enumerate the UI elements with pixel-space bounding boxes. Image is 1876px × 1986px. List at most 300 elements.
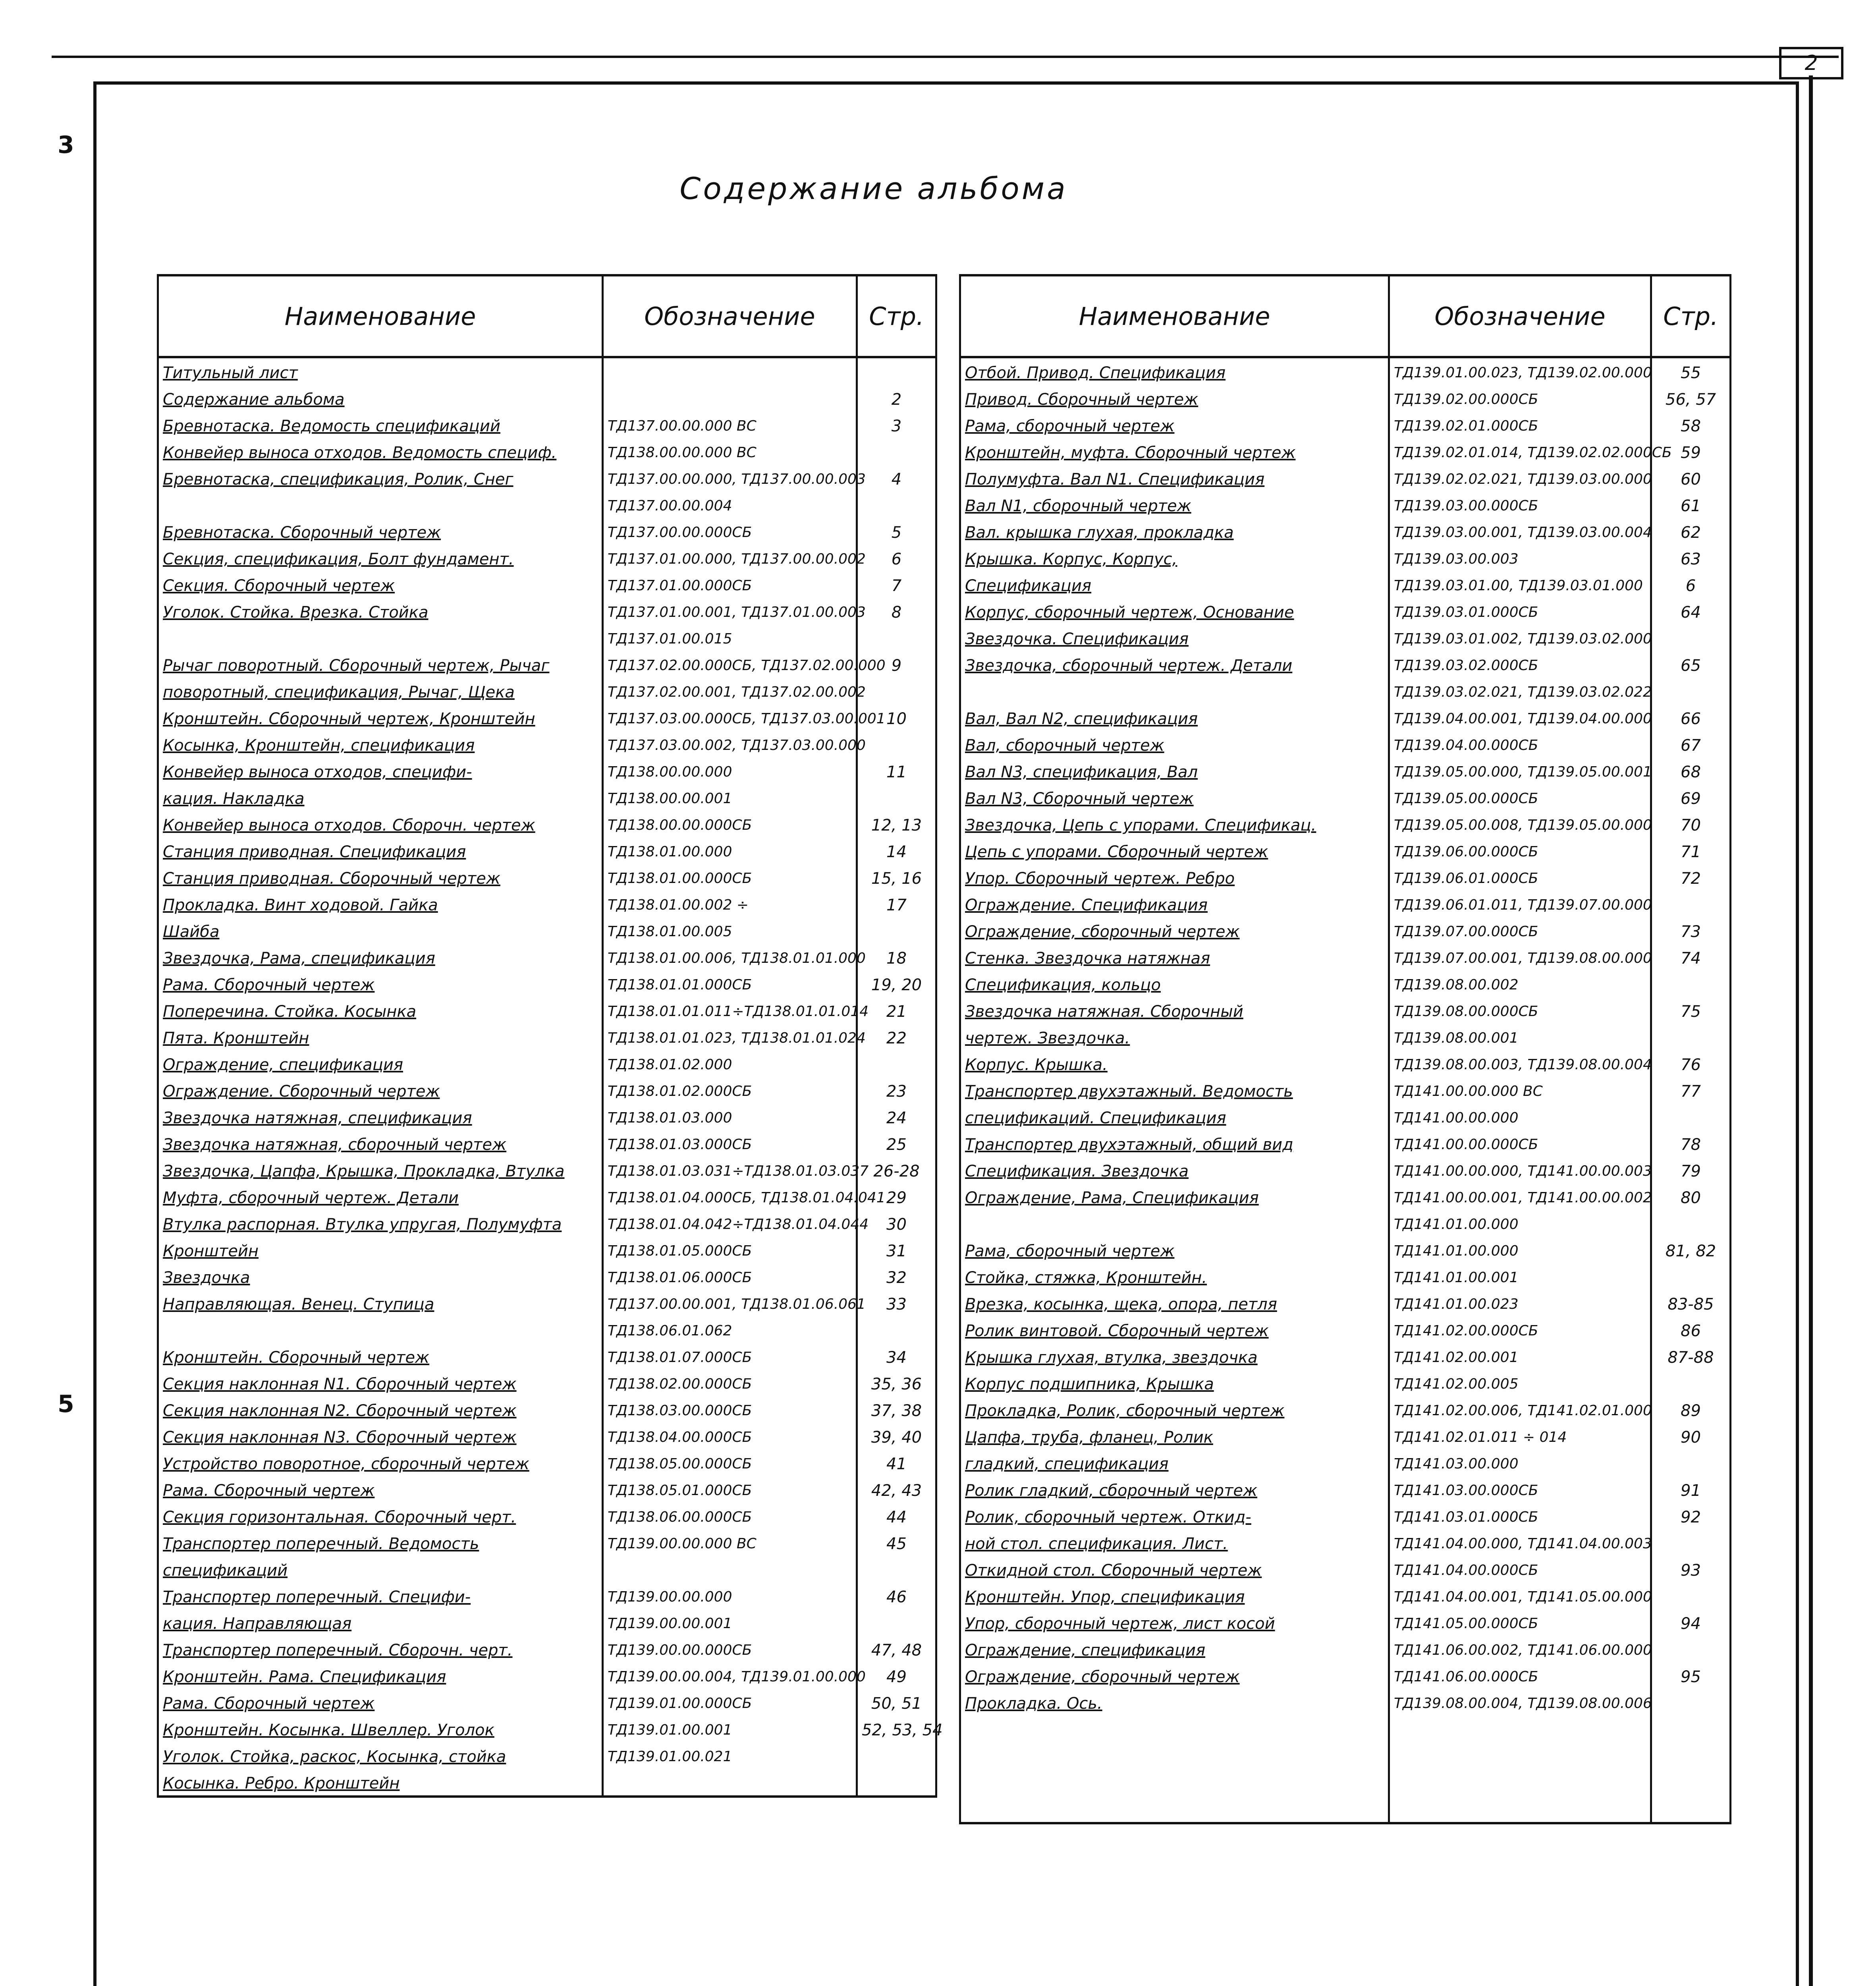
table-row [960,518,1731,545]
table-row [960,571,1731,598]
table-row [960,1210,1731,1236]
table-row [960,598,1731,624]
cell-page: 77 [1651,1077,1731,1103]
cell-page [857,624,936,651]
cell-page: 35, 36 [857,1370,936,1396]
table-row [158,944,936,970]
cell-code: ТД138.01.05.000СБ [603,1236,857,1263]
cell-code: ТД139.03.01.002, ТД139.03.02.000 [1389,624,1651,651]
cell-page: 21 [857,997,936,1024]
table-row [158,891,936,917]
cell-name: Направляющая. Венец. Ступица [158,1290,603,1316]
cell-name: Вал N3, спецификация, Вал [960,757,1389,784]
cell-code [603,357,857,385]
cell-name: Транспортер двухэтажный, общий вид [960,1130,1389,1157]
cell-page: 15, 16 [857,864,936,891]
cell-code: ТД137.01.00.015 [603,624,857,651]
cell-page: 50, 51 [857,1689,936,1716]
table-row [960,651,1731,678]
cell-page: 87-88 [1651,1343,1731,1370]
table-row [960,704,1731,731]
cell-page: 58 [1651,411,1731,438]
cell-name: Кронштейн [158,1236,603,1263]
cell-name: Прокладка. Ось. [960,1689,1389,1716]
cell-name: ной стол. спецификация. Лист. [960,1529,1389,1556]
cell-code: ТД139.03.01.000СБ [1389,598,1651,624]
cell-name: Цепь с упорами. Сборочный чертеж [960,837,1389,864]
cell-page: 42, 43 [857,1476,936,1503]
cell-code: ТД138.04.00.000СБ [603,1423,857,1449]
cell-code: ТД139.01.00.000СБ [603,1689,857,1716]
cell-name: Ограждение, спецификация [960,1636,1389,1662]
cell-name: Транспортер поперечный. Сборочн. черт. [158,1636,603,1662]
table-row [158,1636,936,1662]
cell-code [1389,1795,1651,1823]
cell-code: ТД138.01.00.000СБ [603,864,857,891]
cell-code [603,385,857,411]
cell-code: ТД141.00.00.000 [1389,1103,1651,1130]
cell-name: Ограждение, Рама, Спецификация [960,1183,1389,1210]
table-row [158,571,936,598]
cell-code: ТД139.00.00.000 [603,1582,857,1609]
cell-page [1651,1636,1731,1662]
cell-page: 46 [857,1582,936,1609]
table-row [158,864,936,891]
cell-page: 18 [857,944,936,970]
cell-name: поворотный, спецификация, Рычаг, Щека [158,678,603,704]
table-row [158,465,936,491]
cell-code: ТД141.04.00.000, ТД141.04.00.003 [1389,1529,1651,1556]
cell-code: ТД138.01.02.000 [603,1050,857,1077]
cell-code: ТД138.01.03.000 [603,1103,857,1130]
contents-table-left [157,274,943,1798]
cell-name: Полумуфта. Вал N1. Спецификация [960,465,1389,491]
cell-name: Рычаг поворотный. Сборочный чертеж, Рычаг [158,651,603,678]
cell-page: 2 [857,385,936,411]
cell-code: ТД139.08.00.000СБ [1389,997,1651,1024]
cell-code: ТД137.00.00.000, ТД137.00.00.003 [603,465,857,491]
cell-code: ТД139.02.00.000СБ [1389,385,1651,411]
cell-name: Конвейер выноса отходов. Сборочн. чертеж [158,811,603,837]
cell-code: ТД139.03.00.003 [1389,545,1651,571]
cell-code: ТД141.01.00.001 [1389,1263,1651,1290]
table-row [960,811,1731,837]
cell-name: Откидной стол. Сборочный чертеж [960,1556,1389,1582]
cell-name: Кронштейн, муфта. Сборочный чертеж [960,438,1389,465]
cell-code: ТД137.00.00.000СБ [603,518,857,545]
table-row [158,1503,936,1529]
cell-page [857,1050,936,1077]
header-name: Наименование [158,275,603,357]
cell-name: Ограждение, сборочный чертеж [960,1662,1389,1689]
table-row [158,1024,936,1050]
cell-page: 95 [1651,1662,1731,1689]
cell-name: Содержание альбома [158,385,603,411]
table-row [158,1263,936,1290]
cell-code: ТД139.08.00.003, ТД139.08.00.004 [1389,1050,1651,1077]
cell-code: ТД138.01.04.042÷ТД138.01.04.044 [603,1210,857,1236]
table-row [960,1689,1731,1716]
table-row [158,1236,936,1263]
cell-name [158,624,603,651]
cell-code: ТД138.00.00.000 ВС [603,438,857,465]
cell-name [960,1716,1389,1742]
cell-page: 90 [1651,1423,1731,1449]
cell-code: ТД139.00.00.004, ТД139.01.00.000 [603,1662,857,1689]
table-row [960,1290,1731,1316]
cell-page: 47, 48 [857,1636,936,1662]
cell-code: ТД141.04.00.001, ТД141.05.00.000 [1389,1582,1651,1609]
cell-page: 5 [857,518,936,545]
cell-name: Ограждение, спецификация [158,1050,603,1077]
table-row [158,1476,936,1503]
cell-name: Кронштейн. Рама. Спецификация [158,1662,603,1689]
cell-name: Секция горизонтальная. Сборочный черт. [158,1503,603,1529]
cell-name: Врезка, косынка, щека, опора, петля [960,1290,1389,1316]
cell-page: 83-85 [1651,1290,1731,1316]
cell-name: Ограждение. Сборочный чертеж [158,1077,603,1103]
table-row [158,1370,936,1396]
cell-code: ТД139.08.00.001 [1389,1024,1651,1050]
cell-page: 10 [857,704,936,731]
cell-page: 62 [1651,518,1731,545]
cell-page: 66 [1651,704,1731,731]
cell-name: Корпус, сборочный чертеж, Основание [960,598,1389,624]
cell-name: Прокладка. Винт ходовой. Гайка [158,891,603,917]
table-row [960,1503,1731,1529]
table-row [158,837,936,864]
cell-code: ТД137.03.00.002, ТД137.03.00.000 [603,731,857,757]
cell-page: 23 [857,1077,936,1103]
cell-code: ТД141.02.00.006, ТД141.02.01.000 [1389,1396,1651,1423]
cell-page [857,1609,936,1636]
cell-page: 72 [1651,864,1731,891]
table-row [158,1609,936,1636]
table-row [158,385,936,411]
cell-page: 63 [1651,545,1731,571]
cell-page [857,1742,936,1769]
cell-code: ТД141.01.00.000 [1389,1210,1651,1236]
table-row [158,1396,936,1423]
cell-name: Вал. крышка глухая, прокладка [960,518,1389,545]
cell-code: ТД139.01.00.001 [603,1716,857,1742]
table-row [158,1529,936,1556]
table-row [158,518,936,545]
cell-name: Звездочка, сборочный чертеж. Детали [960,651,1389,678]
cell-name: Привод. Сборочный чертеж [960,385,1389,411]
cell-page [857,1316,936,1343]
table-row [960,1316,1731,1343]
cell-code: ТД138.05.01.000СБ [603,1476,857,1503]
cell-page: 76 [1651,1050,1731,1077]
cell-code: ТД138.01.01.023, ТД138.01.01.024 [603,1024,857,1050]
header-designation: Обозначение [603,275,857,357]
cell-code: ТД138.01.00.005 [603,917,857,944]
cell-page [857,491,936,518]
table-row [960,1024,1731,1050]
cell-page: 60 [1651,465,1731,491]
cell-name: Секция наклонная N2. Сборочный чертеж [158,1396,603,1423]
cell-name: Уголок. Стойка. Врезка. Стойка [158,598,603,624]
frame-top-line [52,56,1839,58]
margin-mark: 5 [58,1390,74,1418]
cell-page [1651,1024,1731,1050]
cell-name: Спецификация, кольцо [960,970,1389,997]
cell-page: 92 [1651,1503,1731,1529]
sheet-number-box: 2 [1779,47,1843,79]
cell-name: Вал N1, сборочный чертеж [960,491,1389,518]
cell-page [857,784,936,811]
table-row [158,917,936,944]
cell-code: ТД141.00.00.000 ВС [1389,1077,1651,1103]
cell-code: ТД138.00.00.000СБ [603,811,857,837]
table-row [158,997,936,1024]
table-row [158,1582,936,1609]
cell-name: Титульный лист [158,357,603,385]
cell-code: ТД139.03.02.021, ТД139.03.02.022 [1389,678,1651,704]
cell-page: 39, 40 [857,1423,936,1449]
table-row [960,1370,1731,1396]
table-row [158,1290,936,1316]
cell-page: 31 [857,1236,936,1263]
table-row [960,357,1731,385]
cell-page [1651,1529,1731,1556]
table-row [158,970,936,997]
cell-page: 6 [857,545,936,571]
cell-code: ТД139.02.02.021, ТД139.03.00.000 [1389,465,1651,491]
cell-name: Ролик винтовой. Сборочный чертеж [960,1316,1389,1343]
cell-code: ТД138.02.00.000СБ [603,1370,857,1396]
cell-name: Стойка, стяжка, Кронштейн. [960,1263,1389,1290]
cell-page: 41 [857,1449,936,1476]
cell-code: ТД138.06.00.000СБ [603,1503,857,1529]
table-row [158,757,936,784]
table-row [158,1662,936,1689]
table-row [158,1316,936,1343]
cell-code: ТД138.00.00.001 [603,784,857,811]
cell-page: 24 [857,1103,936,1130]
table-row [960,624,1731,651]
table-row [960,1423,1731,1449]
frame-right-edge [1809,75,1813,1986]
cell-page: 61 [1651,491,1731,518]
table-row [158,438,936,465]
cell-code: ТД141.03.01.000СБ [1389,1503,1651,1529]
contents-table-right [959,274,1731,1824]
table-row [960,864,1731,891]
table-row [158,1689,936,1716]
cell-code: ТД139.08.00.004, ТД139.08.00.006 [1389,1689,1651,1716]
cell-name: Уголок. Стойка, раскос, Косынка, стойка [158,1742,603,1769]
cell-code: ТД141.02.00.005 [1389,1370,1651,1396]
table-row [960,411,1731,438]
cell-name: Секция наклонная N3. Сборочный чертеж [158,1423,603,1449]
table-row [960,731,1731,757]
cell-name: Спецификация [960,571,1389,598]
table-row [158,1157,936,1183]
cell-page: 32 [857,1263,936,1290]
cell-name: Рама, сборочный чертеж [960,1236,1389,1263]
table-row [960,1236,1731,1263]
table-row [960,1742,1731,1769]
cell-name: Транспортер поперечный. Специфи- [158,1582,603,1609]
cell-name: Звездочка натяжная, спецификация [158,1103,603,1130]
table-row [158,651,936,678]
cell-code: ТД138.01.06.000СБ [603,1263,857,1290]
table-row [158,1769,936,1797]
cell-code: ТД137.00.00.001, ТД138.01.06.061 [603,1290,857,1316]
cell-code: ТД139.06.00.000СБ [1389,837,1651,864]
cell-page: 8 [857,598,936,624]
cell-code: ТД137.03.00.000СБ, ТД137.03.00.001 [603,704,857,731]
table-row [960,1050,1731,1077]
table-row [158,1343,936,1370]
cell-page: 44 [857,1503,936,1529]
cell-code: ТД139.04.00.001, ТД139.04.00.000 [1389,704,1651,731]
table-row [158,678,936,704]
cell-code [603,1556,857,1582]
cell-code: ТД139.01.00.023, ТД139.02.00.000 [1389,357,1651,385]
cell-name: Транспортер двухэтажный. Ведомость [960,1077,1389,1103]
cell-name: гладкий, спецификация [960,1449,1389,1476]
cell-page [1651,891,1731,917]
cell-code: ТД141.04.00.000СБ [1389,1556,1651,1582]
cell-page: 64 [1651,598,1731,624]
table-row [158,784,936,811]
cell-name [960,1742,1389,1769]
cell-name: Рама. Сборочный чертеж [158,970,603,997]
cell-page [1651,1689,1731,1716]
cell-code: ТД138.01.00.002 ÷ [603,891,857,917]
cell-code: ТД141.03.00.000СБ [1389,1476,1651,1503]
table-row [960,1795,1731,1823]
cell-name: Ограждение, сборочный чертеж [960,917,1389,944]
table-row [158,1210,936,1236]
cell-page [857,1556,936,1582]
page-title: Содержание альбома [679,171,1068,206]
cell-name: Крышка глухая, втулка, звездочка [960,1343,1389,1370]
cell-page: 6 [1651,571,1731,598]
cell-page: 78 [1651,1130,1731,1157]
cell-page [1651,970,1731,997]
cell-name: кация. Накладка [158,784,603,811]
cell-name: Станция приводная. Сборочный чертеж [158,864,603,891]
cell-name: Транспортер поперечный. Ведомость [158,1529,603,1556]
table-row [158,598,936,624]
table-row [960,1476,1731,1503]
cell-page: 94 [1651,1609,1731,1636]
table-row [960,757,1731,784]
cell-page: 56, 57 [1651,385,1731,411]
cell-code: ТД141.00.00.001, ТД141.00.00.002 [1389,1183,1651,1210]
cell-code: ТД141.00.00.000, ТД141.00.00.003 [1389,1157,1651,1183]
cell-code: ТД139.08.00.002 [1389,970,1651,997]
cell-name: Бревнотаска. Сборочный чертеж [158,518,603,545]
cell-code: ТД139.05.00.000, ТД139.05.00.001 [1389,757,1651,784]
cell-name: Шайба [158,917,603,944]
table-row [158,1103,936,1130]
cell-name: Ограждение. Спецификация [960,891,1389,917]
cell-name: чертеж. Звездочка. [960,1024,1389,1050]
table-row [158,411,936,438]
cell-name [960,1210,1389,1236]
cell-code: ТД137.01.00.000, ТД137.00.00.002 [603,545,857,571]
cell-code: ТД138.01.01.000СБ [603,970,857,997]
cell-page: 75 [1651,997,1731,1024]
cell-code: ТД138.06.01.062 [603,1316,857,1343]
table-row [960,1769,1731,1795]
cell-name: Бревнотаска. Ведомость спецификаций [158,411,603,438]
cell-code: ТД139.03.02.000СБ [1389,651,1651,678]
table-row [960,1157,1731,1183]
cell-name: Конвейер выноса отходов. Ведомость специф. [158,438,603,465]
cell-page: 49 [857,1662,936,1689]
header-designation: Обозначение [1389,275,1651,357]
cell-name: спецификаций [158,1556,603,1582]
cell-code: ТД139.03.00.000СБ [1389,491,1651,518]
cell-code: ТД139.02.01.000СБ [1389,411,1651,438]
cell-name: Конвейер выноса отходов, специфи- [158,757,603,784]
table-row [960,1183,1731,1210]
header-page: Стр. [857,275,936,357]
cell-code: ТД137.02.00.001, ТД137.02.00.002 [603,678,857,704]
cell-page: 4 [857,465,936,491]
cell-page: 79 [1651,1157,1731,1183]
table-header-row [158,275,936,357]
cell-code: ТД139.06.01.011, ТД139.07.00.000 [1389,891,1651,917]
cell-code: ТД138.01.03.031÷ТД138.01.03.037 [603,1157,857,1183]
cell-page: 86 [1651,1316,1731,1343]
table-row [960,1263,1731,1290]
cell-page: 26-28 [857,1157,936,1183]
cell-page [1651,678,1731,704]
table-row [158,811,936,837]
table-row [960,1077,1731,1103]
cell-name: Муфта, сборочный чертеж. Детали [158,1183,603,1210]
table-row [158,1423,936,1449]
cell-name: Звездочка [158,1263,603,1290]
cell-code: ТД138.01.03.000СБ [603,1130,857,1157]
cell-page [1651,1716,1731,1742]
cell-page: 55 [1651,357,1731,385]
cell-code: ТД139.02.01.014, ТД139.02.02.000СБ [1389,438,1651,465]
cell-page: 73 [1651,917,1731,944]
cell-page: 11 [857,757,936,784]
cell-page: 81, 82 [1651,1236,1731,1263]
table-row [960,1582,1731,1609]
cell-page: 70 [1651,811,1731,837]
cell-name: Вал, Вал N2, спецификация [960,704,1389,731]
cell-code: ТД138.01.00.000 [603,837,857,864]
cell-name: Устройство поворотное, сборочный чертеж [158,1449,603,1476]
cell-page: 34 [857,1343,936,1370]
cell-page: 19, 20 [857,970,936,997]
table-row [960,1662,1731,1689]
cell-page: 30 [857,1210,936,1236]
table-row [158,491,936,518]
cell-code: ТД138.05.00.000СБ [603,1449,857,1476]
table-row [158,1130,936,1157]
cell-name: Корпус. Крышка. [960,1050,1389,1077]
cell-name [158,491,603,518]
cell-page: 68 [1651,757,1731,784]
cell-code: ТД139.06.01.000СБ [1389,864,1651,891]
cell-code: ТД137.01.00.001, ТД137.01.00.003 [603,598,857,624]
cell-page: 45 [857,1529,936,1556]
table-row [960,1636,1731,1662]
cell-name: Стенка. Звездочка натяжная [960,944,1389,970]
cell-page: 14 [857,837,936,864]
